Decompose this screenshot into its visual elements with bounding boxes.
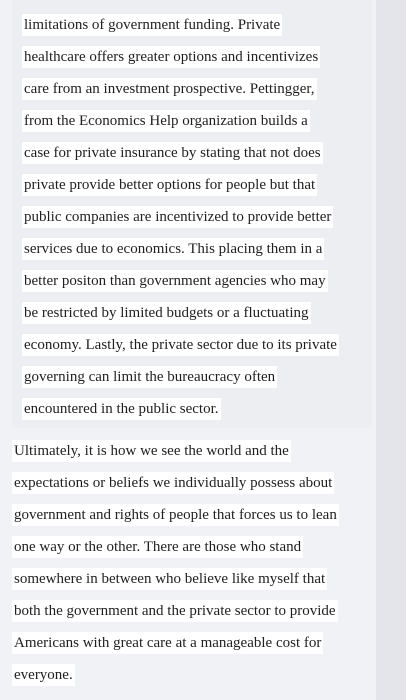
text-line: better positon than government agencies who may — [22, 270, 328, 292]
paragraph-conclusion — [0, 434, 376, 700]
text-line: governing can limit the bureaucracy often — [22, 366, 277, 388]
text-line: private provide better options for people but that — [22, 174, 317, 196]
text-line: limitations of government funding. Private — [22, 14, 282, 36]
text-line: care from an investment prospective. Pettingger, — [22, 78, 317, 100]
text-line: encountered in the public sector. — [22, 398, 221, 420]
paragraph-private-sector — [12, 0, 372, 428]
text-line: one way or the other. There are those who stand — [12, 536, 303, 558]
text-line: economy. Lastly, the private sector due to its private — [22, 334, 339, 356]
text-line: somewhere in between who believe like myself that — [12, 568, 327, 590]
text-line: expectations or beliefs we individually possess about — [12, 472, 334, 494]
text-line: both the government and the private sector to provide — [12, 600, 338, 622]
text-line: public companies are incentivized to provide better — [22, 206, 333, 228]
text-line: Ultimately, it is how we see the world and the — [12, 440, 291, 462]
text-line: case for private insurance by stating that not does — [22, 142, 323, 164]
text-line: government and rights of people that forces us to lean — [12, 504, 339, 526]
text-line: everyone. — [12, 664, 75, 686]
text-line: Americans with great care at a manageable cost for — [12, 632, 323, 654]
scrollbar-track[interactable] — [376, 0, 406, 700]
text-line: services due to economics. This placing them in a — [22, 238, 324, 260]
text-line: be restricted by limited budgets or a fluctuating — [22, 302, 311, 324]
text-line: from the Economics Help organization builds a — [22, 110, 310, 132]
text-line: healthcare offers greater options and incentivizes — [22, 46, 320, 68]
